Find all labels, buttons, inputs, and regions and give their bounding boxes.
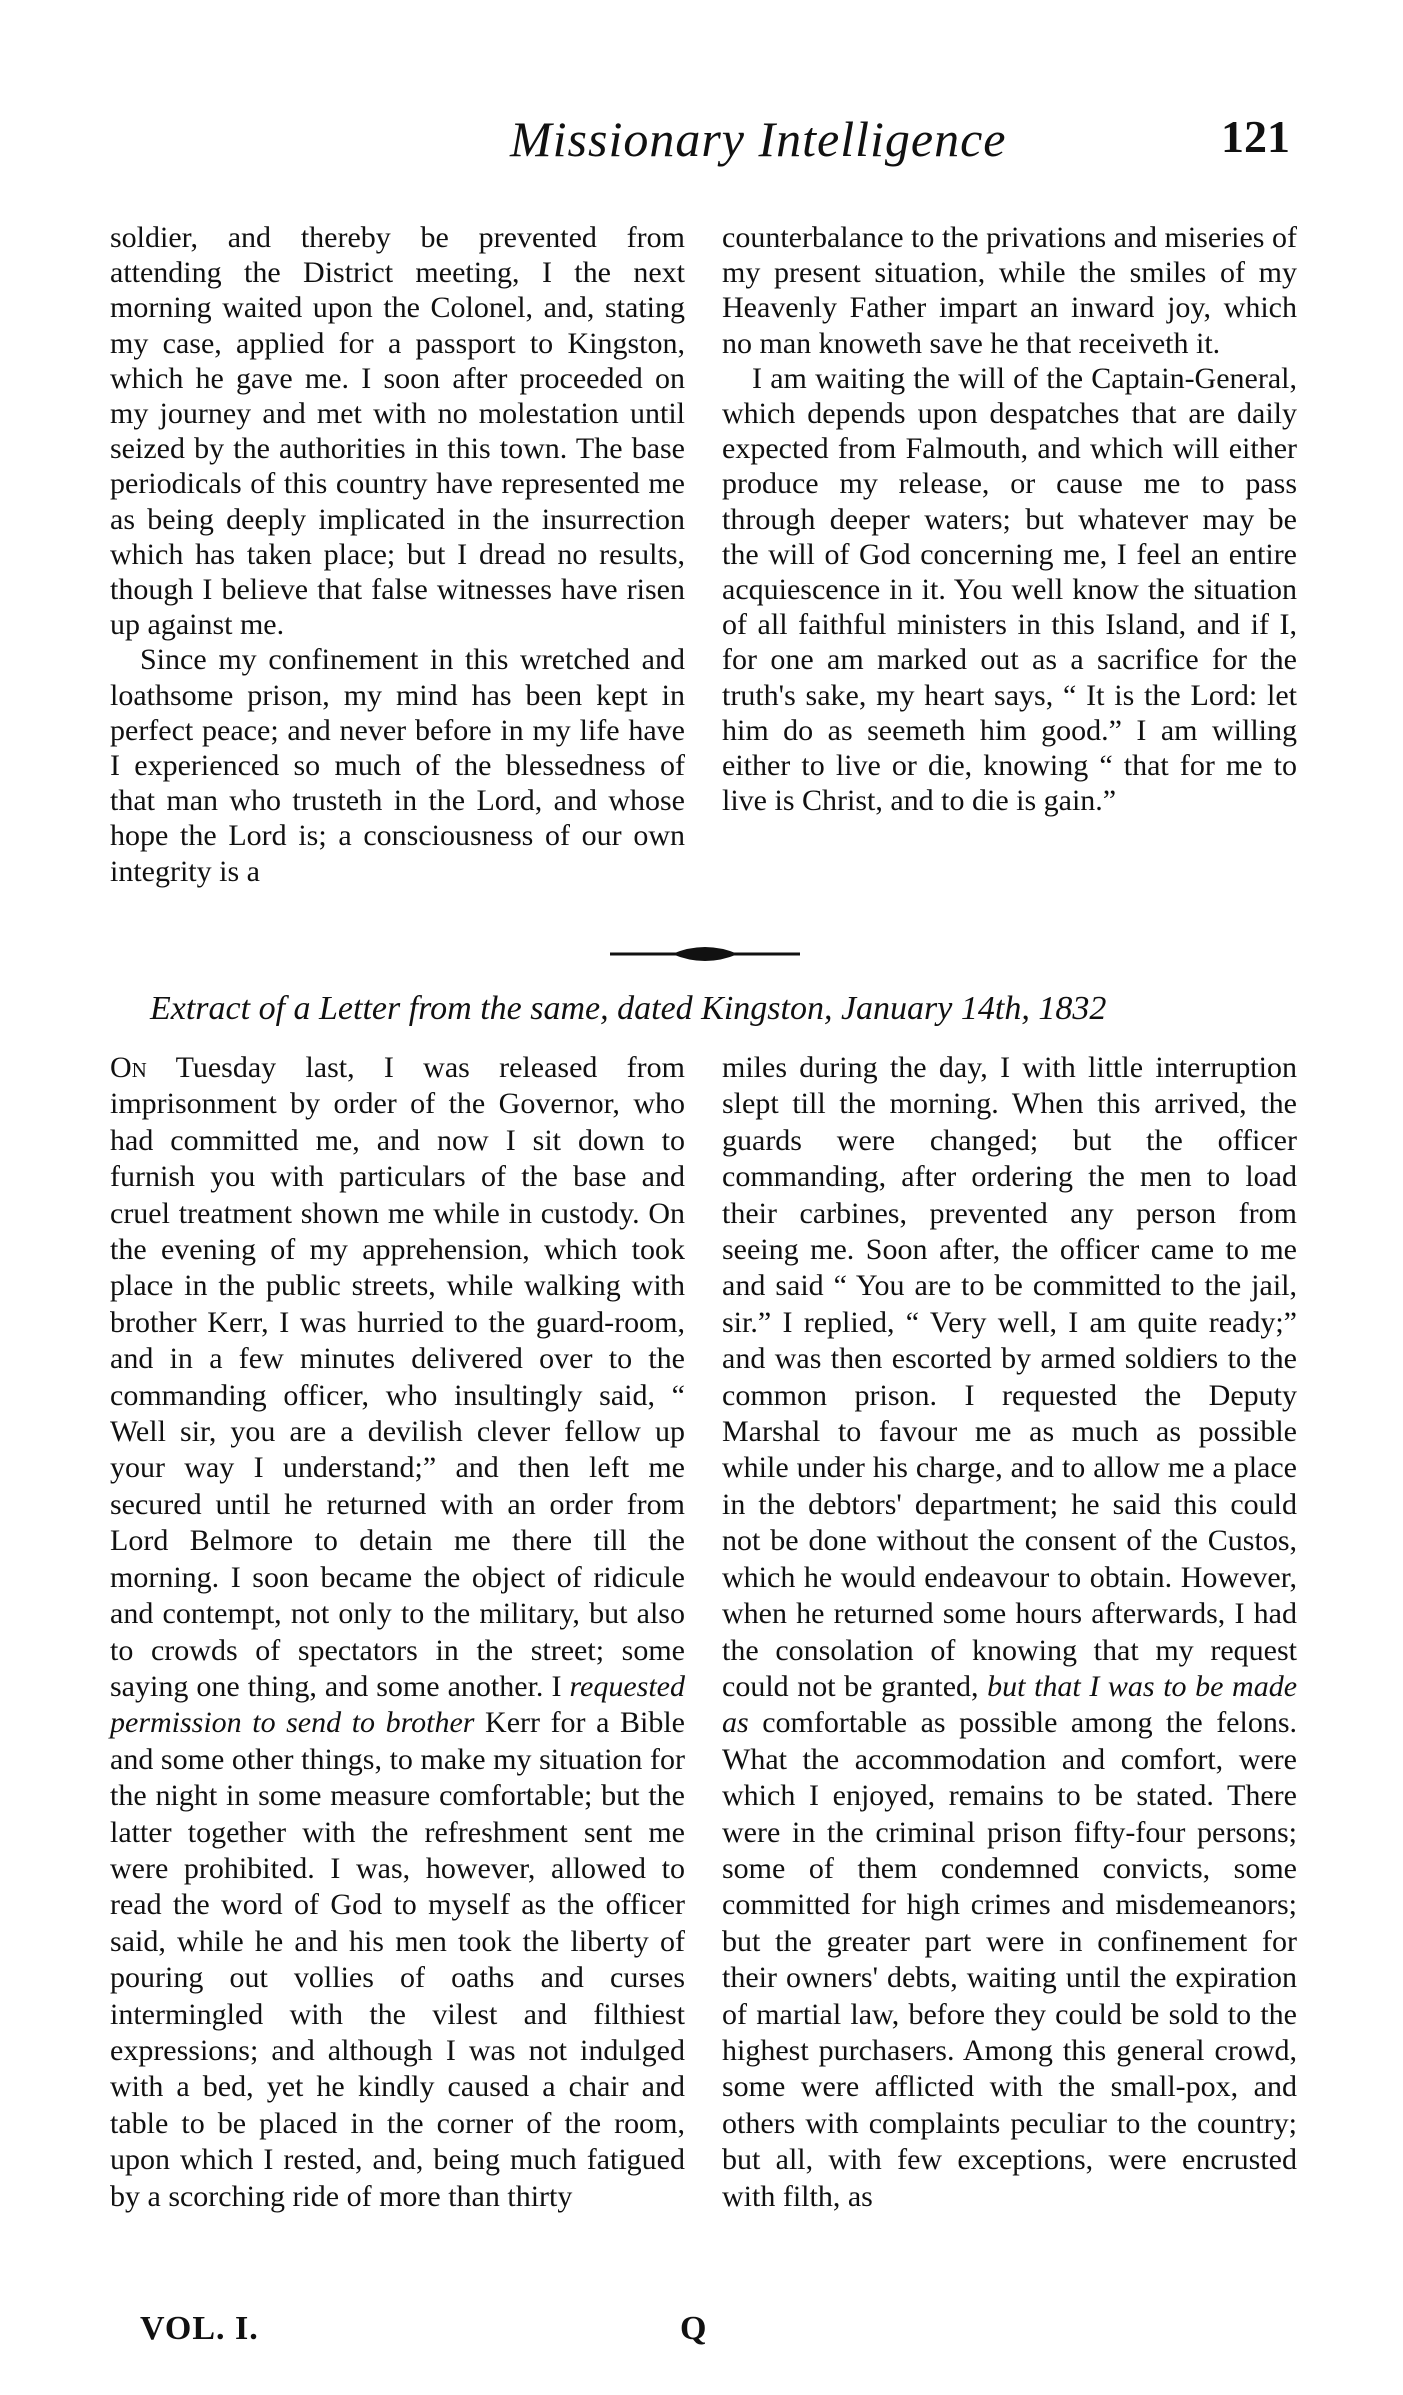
paragraph: Since my confinement in this wretched and loathsome prison, my mind has been kept in perfect peace; and never before in my life have I experienced so much of the blessedness of that man who trusteth in the Lord, and whose hope the Lord is; a consciousness of our own integrity is a — [110, 643, 685, 888]
divider-ornament — [672, 947, 738, 961]
signature-mark: Q — [680, 2310, 707, 2347]
italic-run: requested permission to send to brother — [110, 1669, 685, 1740]
volume-label: VOL. I. — [140, 2310, 259, 2347]
paragraph — [110, 1050, 685, 2215]
page-number: 121 — [1221, 111, 1290, 162]
paragraph: I am waiting the will of the Captain-General, which depends upon despatches that are daily expected from Falmouth, and which will either produce my release, or cause me to pass through deeper waters; but whatever may be the will of God concerning me, I feel an entire acquiescence in it. You well know the situation of all faithful ministers in this Island, and if I, for one am marked out as a sacrifice for the truth's sake, my heart says, “ It is the Lord: let him do as seemeth him good.” I am willing either to live or die, knowing “ that for me to live is Christ, and to die is gain.” — [722, 361, 1297, 818]
paragraph: soldier, and thereby be prevented from attending the District meeting, I the next morning waited upon the Colonel, and, stating my case, applied for a passport to Kingston, which he gave me. I soon after proceeded on my journey and met with no molestation until seized by the authorities in this town. The base periodicals of this country have represented me as being deeply implicated in the insurrection which has taken place; but I dread no results, though I believe that false witnesses have risen up against me. — [110, 221, 685, 642]
lower-right-column — [722, 1050, 1297, 2215]
text-run: Kerr for a Bible and some other things, to make my situation for the night in some measure comfortable; but the latter together with the refreshment sent me were prohibited. I was, however, allowed to read the word of God to myself as the officer said, while he and his men took the liberty of pouring out vollies of oaths and curses intermingled with the vilest and filthiest expressions; and although I was not indulged with a bed, yet he kindly caused a chair and table to be placed in the corner of the room, upon which I rested, and, being much fatigued by a scorching ride of more than thirty — [110, 1706, 685, 2213]
extract-heading: Extract of a Letter from the same, dated Kingston, January 14th, 1832 — [150, 990, 1107, 1027]
text-run: Tuesday last, I was released from imprisonment by order of the Governor, who had committed me, and now I sit down to furnish you with particulars of the base and cruel treatment shown me while in custody. On the evening of my apprehension, which took place in the public streets, while walking with brother Kerr, I was hurried to the guard-room, and in a few minutes delivered over to the commanding officer, who insultingly said, “ Well sir, you are a devilish clever fellow up your way I understand;” and then left me secured until he returned with an order from Lord Belmore to detain me there till the morning. I soon became the object of ridicule and contempt, not only to the military, but also to crowds of spectators in the street; some saying one thing, and some another. I — [110, 1051, 685, 1703]
text-run: miles during the day, I with little interruption slept till the morning. When this arrived, the guards were changed; but the officer commanding, after ordering the men to load their carbines, prevented any person from seeing me. Soon after, the officer came to me and said “ You are to be committed to the jail, sir.” I replied, “ Very well, I am quite ready;” and was then escorted by armed soldiers to the common prison. I requested the Deputy Marshal to favour me as much as possible while under his charge, and to allow me a place in the debtors' department; he said this could not be done without the consent of the Custos, which he would endeavour to obtain. However, when he returned some hours afterwards, I had the consolation of knowing that my request could not be granted, — [722, 1051, 1297, 1703]
page-footer — [140, 2310, 1290, 2360]
upper-left-column — [110, 220, 685, 889]
paragraph: counterbalance to the privations and miseries of my present situation, while the smiles of my Heavenly Father impart an inward joy, which no man knoweth save he that receiveth it. — [722, 221, 1297, 360]
text-run: comfortable as possible among the felons. What the accommodation and comfort, were which I enjoyed, remains to be stated. There were in the criminal prison fifty-four persons; some of them condemned convicts, some committed for high crimes and misdemeanors; but the greater part were in confinement for their owners' debts, waiting until the expiration of martial law, before they could be sold to the highest purchasers. Among this general crowd, some were afflicted with the small-pox, and others with complaints peculiar to the country; but all, with few exceptions, were encrusted with filth, as — [722, 1706, 1298, 2213]
paragraph — [722, 1050, 1297, 2215]
ornamental-divider — [610, 940, 800, 968]
italic-run: but that I was to be made as — [722, 1669, 1298, 1740]
running-head: Missionary Intelligence — [510, 111, 1007, 167]
page-header — [110, 110, 1290, 180]
lower-left-column — [110, 1050, 685, 2215]
upper-right-column — [722, 220, 1297, 818]
opening-word: On — [110, 1051, 147, 1084]
